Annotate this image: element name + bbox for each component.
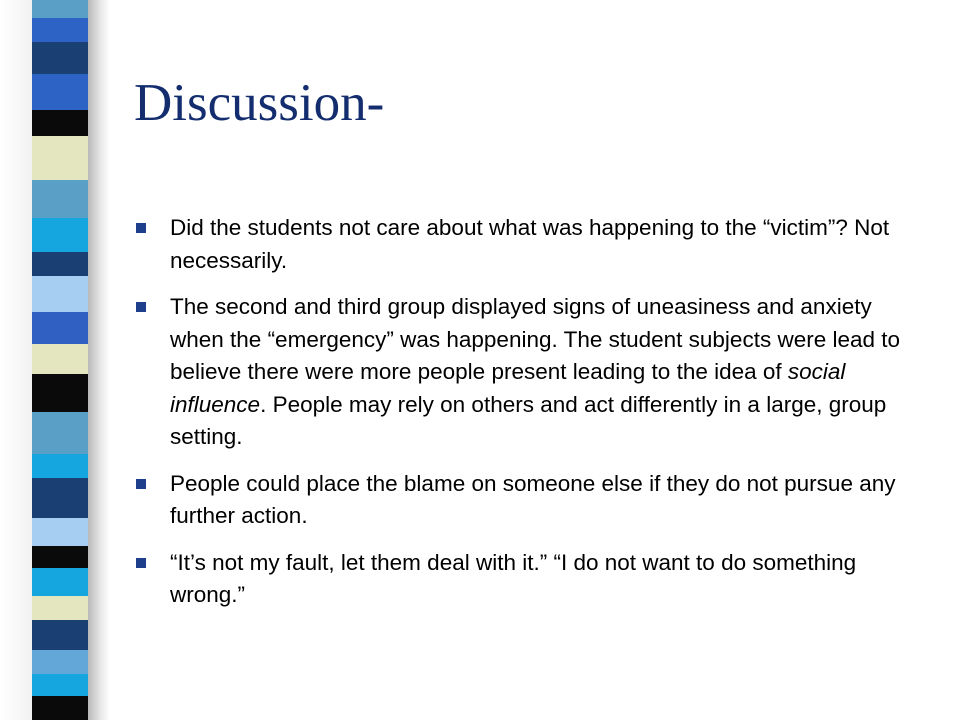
decorative-stripe	[32, 276, 88, 312]
bullet-list	[134, 212, 924, 626]
bullet-item	[134, 291, 924, 454]
decorative-stripe	[32, 518, 88, 546]
decorative-stripe	[32, 596, 88, 620]
bullet-text: The second and third group displayed signs of uneasiness and anxiety when the “emergency” was happening. The student subjects were lead to believe there were more people present leading to the idea of	[170, 294, 901, 384]
decorative-stripe	[32, 42, 88, 74]
slide-title: Discussion-	[134, 74, 385, 132]
decorative-stripe	[32, 374, 88, 412]
decorative-stripe	[32, 218, 88, 252]
decorative-stripe	[32, 478, 88, 518]
decorative-stripe	[32, 568, 88, 596]
bullet-item	[134, 212, 924, 277]
stripe-shadow	[88, 0, 110, 720]
decorative-stripe	[32, 312, 88, 344]
decorative-stripe	[32, 412, 88, 454]
decorative-stripe	[32, 344, 88, 374]
square-bullet-icon	[136, 479, 146, 489]
decorative-stripe	[32, 0, 88, 18]
bullet-item	[134, 547, 924, 612]
decorative-stripe	[32, 110, 88, 136]
decorative-stripe	[32, 252, 88, 276]
decorative-stripe	[32, 620, 88, 650]
decorative-stripe	[32, 650, 88, 674]
decorative-stripe	[32, 674, 88, 696]
decorative-stripe	[32, 74, 88, 110]
bullet-text: . People may rely on others and act differently in a large, group setting.	[170, 391, 887, 449]
decorative-stripe	[32, 696, 88, 720]
decorative-stripe-bar	[32, 0, 88, 720]
square-bullet-icon	[136, 223, 146, 233]
bullet-text-italic: social influence	[170, 359, 846, 417]
bullet-text: Did the students not care about what was happening to the “victim”? Not necessarily.	[170, 215, 890, 273]
decorative-stripe	[32, 136, 88, 180]
bullet-text: People could place the blame on someone else if they do not pursue any further action.	[170, 470, 896, 528]
decorative-stripe	[32, 546, 88, 568]
bullet-item	[134, 468, 924, 533]
square-bullet-icon	[136, 302, 146, 312]
left-edge-shade	[0, 0, 32, 720]
bullet-text: “It’s not my fault, let them deal with it.” “I do not want to do something wrong.”	[170, 549, 857, 607]
decorative-stripe	[32, 18, 88, 42]
square-bullet-icon	[136, 558, 146, 568]
decorative-stripe	[32, 180, 88, 218]
decorative-stripe	[32, 454, 88, 478]
